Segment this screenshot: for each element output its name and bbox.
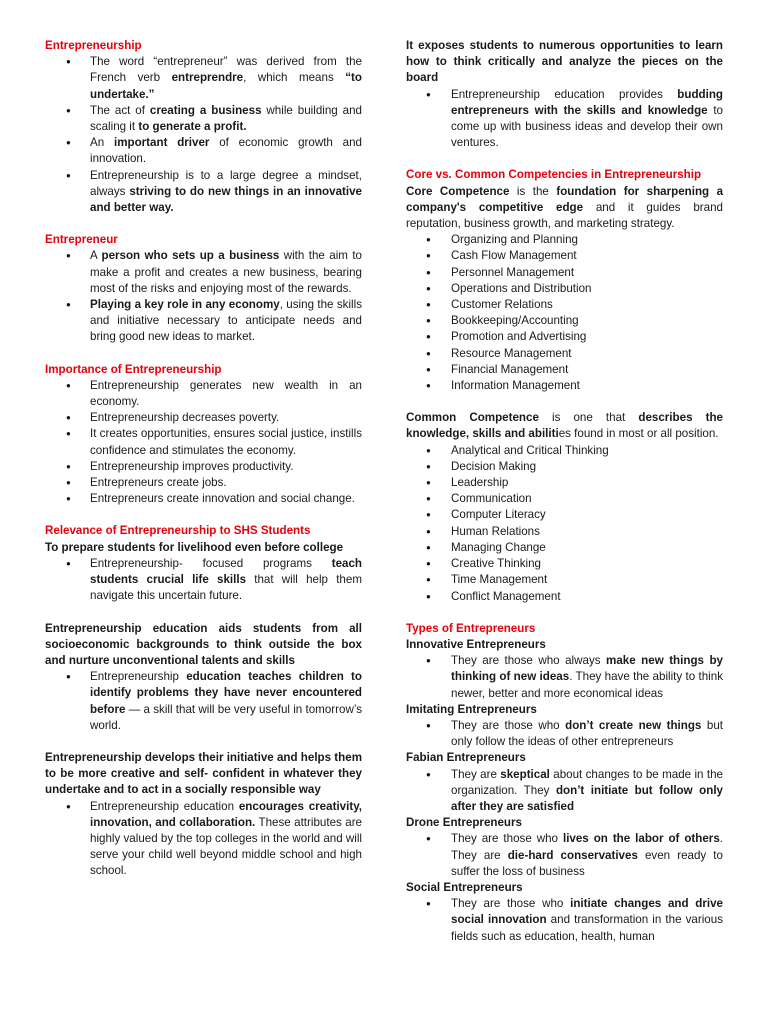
core-competence-list — [406, 232, 723, 394]
list-item: ● Computer Literacy — [406, 507, 723, 523]
list-item: ● Entrepreneurship is to a large degree a mindset, always striving to do new things in an innovative and better way. — [45, 168, 362, 217]
list-item: ● They are those who always make new things by thinking of new ideas. They have the ability to think newer, better and more economical ideas — [406, 653, 723, 702]
social-list — [406, 896, 723, 945]
list-item: ● Entrepreneurs create innovation and social change. — [45, 491, 362, 507]
fabian-list — [406, 767, 723, 816]
type-title-innovative: Innovative Entrepreneurs — [406, 637, 546, 651]
list-item: ● Playing a key role in any economy, using the skills and initiative necessary to anticipate needs and bring good new ideas to market. — [45, 297, 362, 346]
list-item: ● Time Management — [406, 572, 723, 588]
list-item: ● Customer Relations — [406, 297, 723, 313]
list-item: ● Entrepreneurship education teaches children to identify problems they have never encountered before — a skill that will be very useful in tomorrow’s world. — [45, 669, 362, 734]
list-item: ● Operations and Distribution — [406, 281, 723, 297]
list-item: ● They are those who initiate changes and drive social innovation and transformation in the various fields such as education, health, human — [406, 896, 723, 945]
imitating-list — [406, 718, 723, 750]
list-item: ● Promotion and Advertising — [406, 329, 723, 345]
heading-competencies: Core vs. Common Competencies in Entrepreneurship — [406, 168, 702, 182]
relevance-point-4: It exposes students to numerous opportunities to learn how to think critically and analyze the pieces on the board — [406, 39, 723, 85]
relevance-point-3: Entrepreneurship develops their initiative and helps them to be more creative and self- confident in whatever they undertake and to act in a socially responsible way — [45, 750, 362, 797]
list-item: ● The act of creating a business while building and scaling it to generate a profit. — [45, 103, 362, 135]
list-item: ● They are those who lives on the labor of others. They are die-hard conservatives even ready to suffer the loss of business — [406, 831, 723, 880]
innovative-list — [406, 653, 723, 702]
core-competence-intro: Core Competence is the foundation for sharpening a company's competitive edge and it guides brand reputation, business growth, and marketing strategy. — [406, 184, 724, 231]
importance-list — [45, 378, 362, 508]
list-item: ● Cash Flow Management — [406, 248, 723, 264]
list-item: ● Entrepreneurship generates new wealth in an economy. — [45, 378, 362, 410]
relevance-list-1 — [45, 556, 362, 605]
list-item: ● Entrepreneurs create jobs. — [45, 475, 362, 491]
common-competence-list — [406, 443, 723, 605]
type-title-drone: Drone Entrepreneurs — [406, 816, 522, 830]
heading-entrepreneur: Entrepreneur — [45, 233, 118, 247]
list-item: ● Organizing and Planning — [406, 232, 723, 248]
list-item: ● Decision Making — [406, 459, 723, 475]
relevance-point-1: To prepare students for livelihood even before college — [45, 540, 344, 554]
common-competence-intro: Common Competence is one that describes the knowledge, skills and abilities found in most or all position. — [406, 411, 723, 441]
list-item: ● Communication — [406, 491, 723, 507]
type-title-imitating: Imitating Entrepreneurs — [406, 702, 537, 716]
list-item: ● Creative Thinking — [406, 556, 723, 572]
list-item: ● A person who sets up a business with the aim to make a profit and creates a new business, bearing most of the risks and enjoying most of the rewards. — [45, 248, 362, 297]
list-item: ● They are skeptical about changes to be made in the organization. They don’t initiate but follow only after they are satisfied — [406, 767, 723, 816]
list-item: ● Entrepreneurship improves productivity. — [45, 459, 362, 475]
heading-types: Types of Entrepreneurs — [406, 621, 536, 635]
heading-importance: Importance of Entrepreneurship — [45, 362, 222, 376]
type-title-fabian: Fabian Entrepreneurs — [406, 751, 526, 765]
list-item: ● Conflict Management — [406, 589, 723, 605]
entrepreneurship-list — [45, 54, 362, 216]
list-item: ● Entrepreneurship decreases poverty. — [45, 410, 362, 426]
list-item: ● Leadership — [406, 475, 723, 491]
list-item: ● Resource Management — [406, 346, 723, 362]
list-item: ● The word “entrepreneur” was derived from the French verb entreprendre, which means “to undertake.” — [45, 54, 362, 103]
list-item: ● Entrepreneurship- focused programs teach students crucial life skills that will help them navigate this uncertain future. — [45, 556, 362, 605]
list-item: ● Human Relations — [406, 524, 723, 540]
list-item: ● They are those who don’t create new things but only follow the ideas of other entrepreneurs — [406, 718, 723, 750]
heading-entrepreneurship: Entrepreneurship — [45, 39, 142, 52]
list-item: ● Analytical and Critical Thinking — [406, 443, 723, 459]
entrepreneur-list — [45, 248, 362, 345]
relevance-list-2 — [45, 669, 362, 734]
left-column — [45, 38, 362, 880]
list-item: ● Information Management — [406, 378, 723, 394]
list-item: ● It creates opportunities, ensures social justice, instills confidence and stimulates the economy. — [45, 426, 362, 458]
list-item: ● Bookkeeping/Accounting — [406, 313, 723, 329]
list-item: ● Entrepreneurship education encourages creativity, innovation, and collaboration. These attributes are highly valued by the top colleges in the world and will serve your child well beyond middle school and high school. — [45, 799, 362, 880]
relevance-point-2: Entrepreneurship education aids students from all socioeconomic backgrounds to think outside the box and nurture unconventional talents and skills — [45, 621, 362, 667]
type-title-social: Social Entrepreneurs — [406, 880, 523, 894]
heading-relevance: Relevance of Entrepreneurship to SHS Students — [45, 524, 311, 538]
relevance-list-3 — [45, 799, 362, 880]
right-column — [406, 38, 723, 945]
drone-list — [406, 831, 723, 880]
list-item: ● Financial Management — [406, 362, 723, 378]
list-item: ● Personnel Management — [406, 265, 723, 281]
list-item: ● Managing Change — [406, 540, 723, 556]
list-item: ● Entrepreneurship education provides budding entrepreneurs with the skills and knowledge to come up with business ideas and develop their own ventures. — [406, 87, 723, 152]
list-item: ● An important driver of economic growth and innovation. — [45, 135, 362, 167]
relevance-list-4 — [406, 87, 723, 152]
